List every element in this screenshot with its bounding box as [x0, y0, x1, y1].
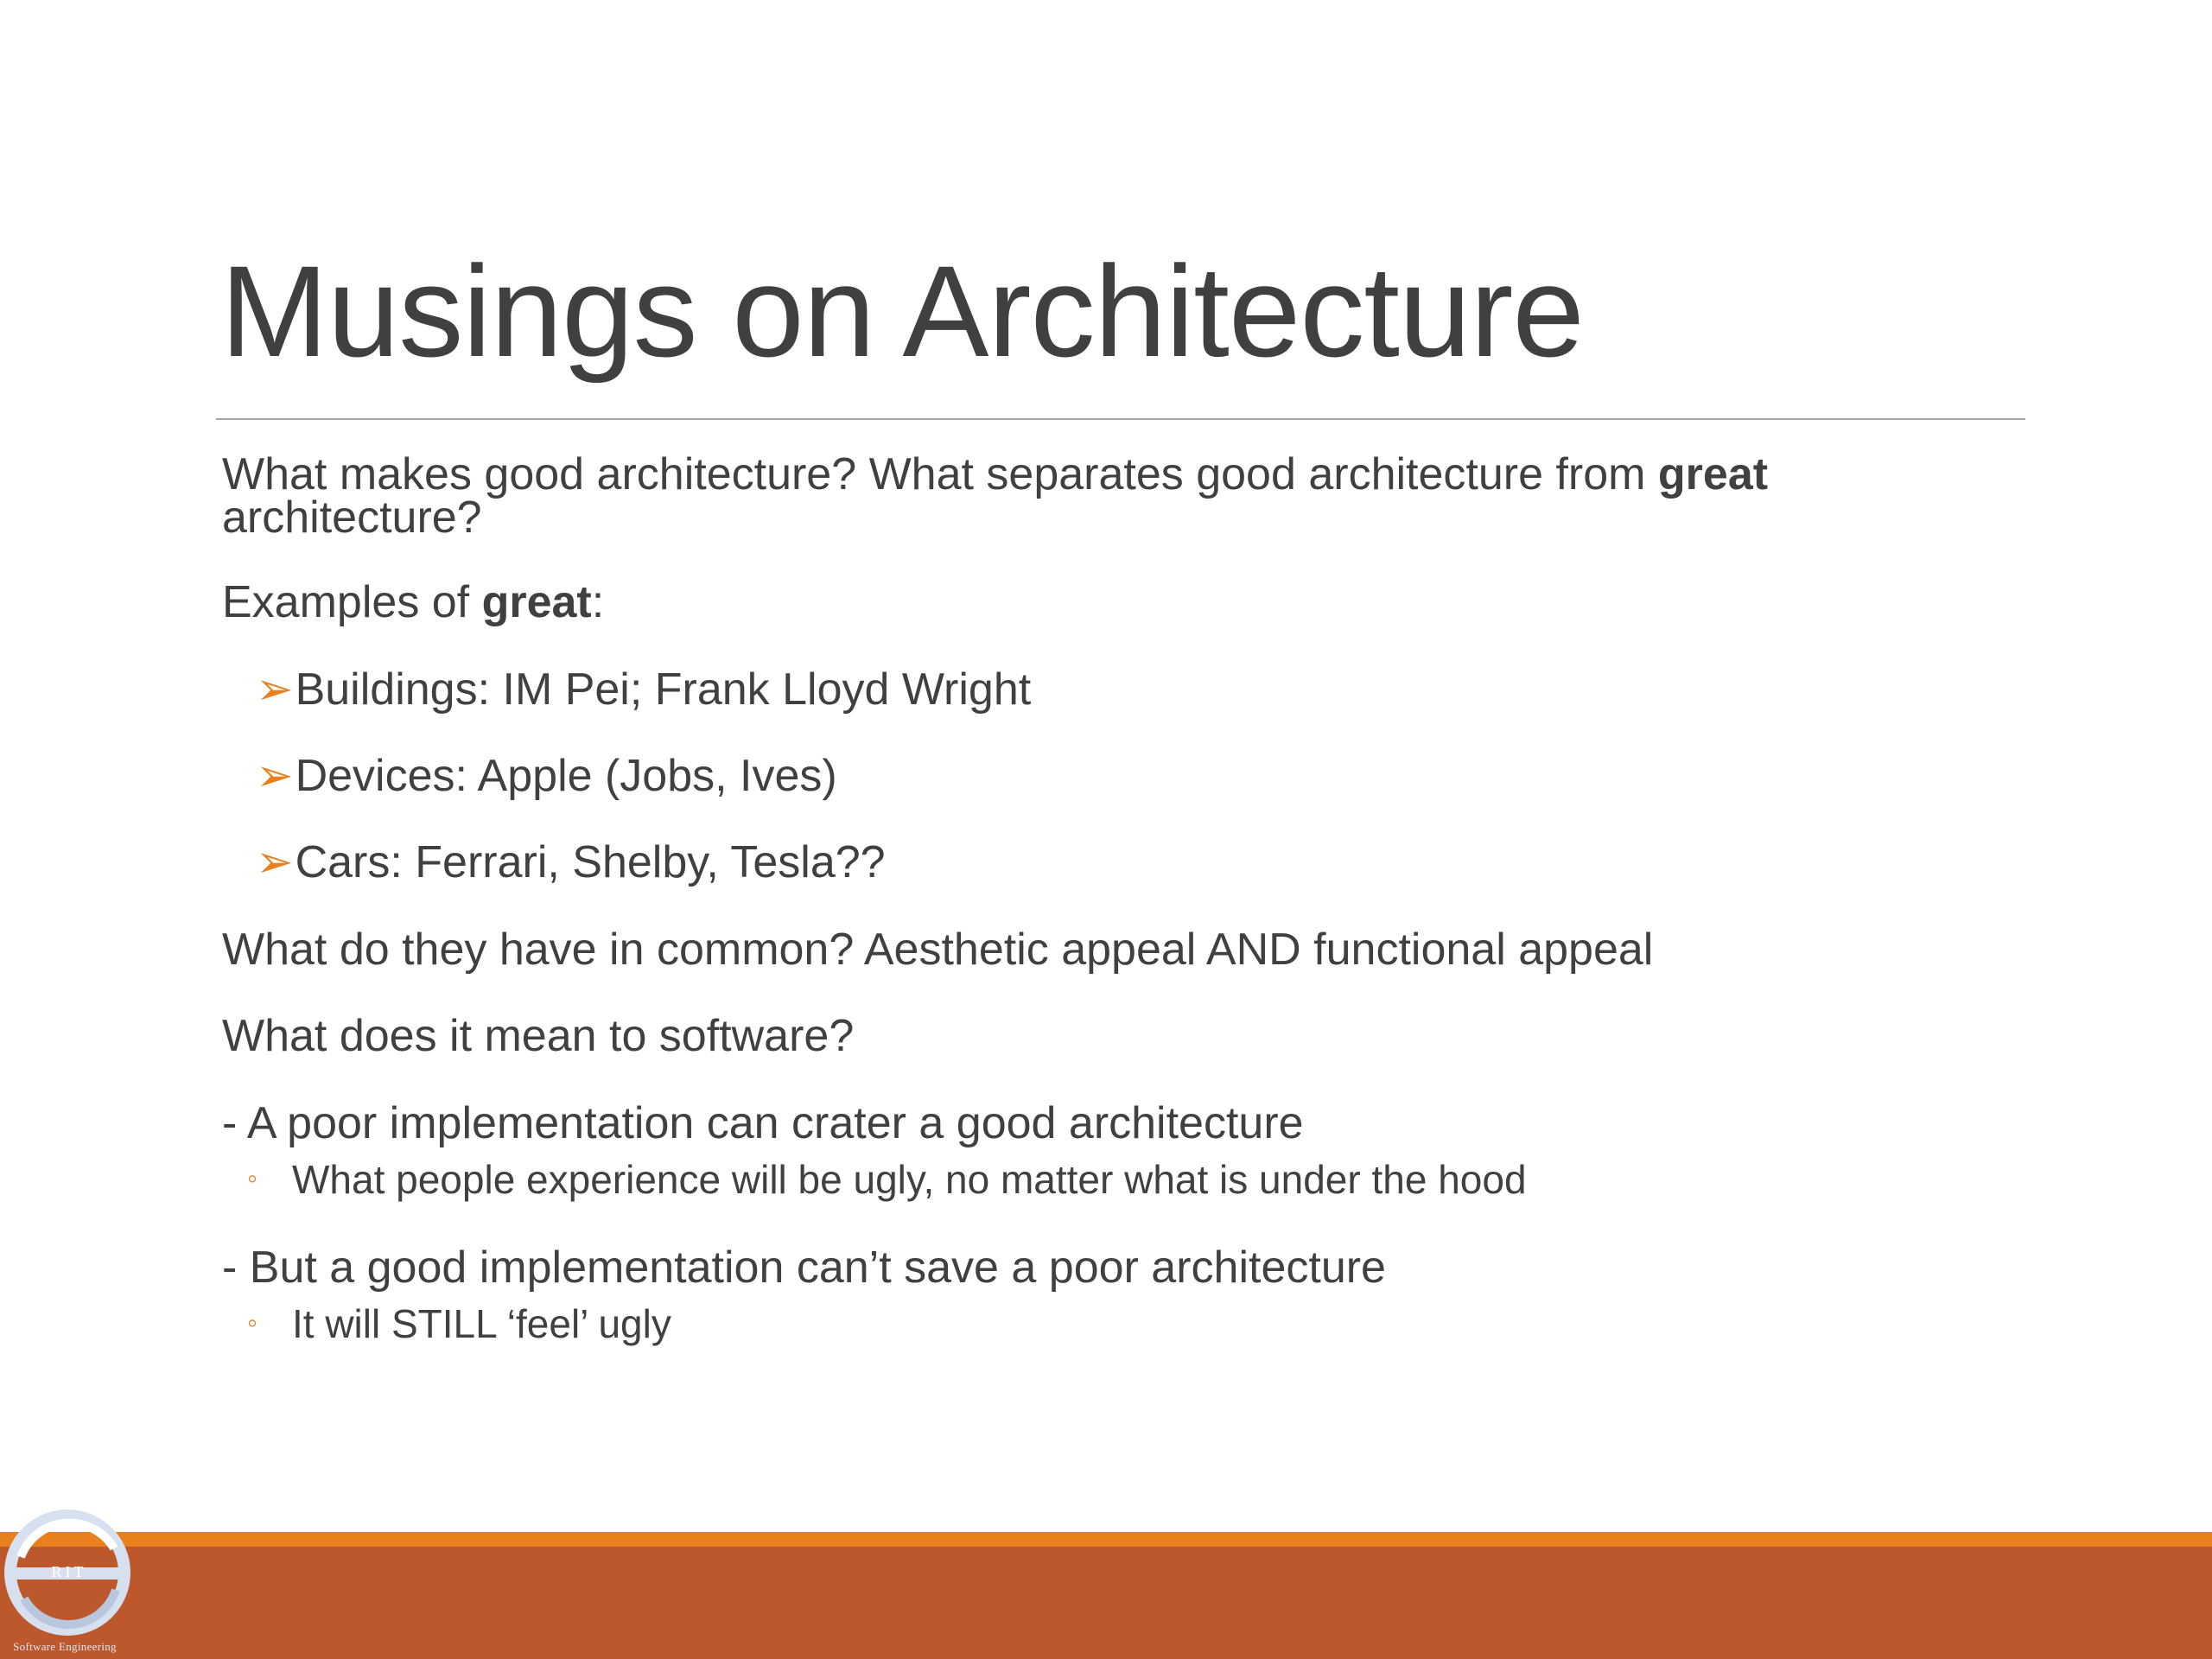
sub-item [247, 1300, 671, 1347]
bullet-text: Devices: Apple (Jobs, Ives) [295, 751, 837, 801]
dash-item: - A poor implementation can crater a good architecture [222, 1098, 1304, 1148]
bullet-text: Cars: Ferrari, Shelby, Tesla?? [295, 837, 886, 887]
title-divider [216, 418, 2025, 420]
arrow-bullet-icon: ➢ [256, 664, 294, 715]
arrow-bullet-icon: ➢ [256, 751, 294, 801]
arrow-bullet-icon: ➢ [256, 837, 294, 887]
slide-title: Musings on Architecture [220, 238, 1584, 384]
examples-suffix: : [591, 577, 605, 627]
footer-band [0, 1532, 2212, 1659]
sub-item-text: What people experience will be ugly, no matter what is under the hood [292, 1157, 1527, 1202]
sub-item-text: It will STILL ‘feel’ ugly [292, 1301, 671, 1346]
dash-item: - But a good implementation can’t save a poor architecture [222, 1243, 1386, 1293]
ring-bullet-icon: ◦ [247, 1162, 258, 1195]
examples-prefix: Examples of [222, 577, 482, 627]
sub-item [247, 1156, 1527, 1203]
common-statement: What do they have in common? Aesthetic appeal AND functional appeal [222, 925, 1654, 975]
bullet-item [256, 837, 886, 889]
bullet-item [256, 664, 1031, 716]
question-line-2: architecture? [222, 493, 482, 543]
bullet-item [256, 751, 837, 803]
ring-bullet-icon: ◦ [247, 1306, 258, 1339]
examples-heading [222, 577, 604, 629]
bullet-text: Buildings: IM Pei; Frank Lloyd Wright [295, 664, 1032, 715]
question-text: What makes good architecture? What separates good architecture from [222, 449, 1658, 499]
rit-se-logo [0, 1505, 138, 1659]
logo-caption: Software Engineering [13, 1640, 117, 1653]
examples-bold-word: great [481, 577, 592, 627]
software-question: What does it mean to software? [222, 1011, 855, 1061]
footer-accent-stripe [0, 1532, 2212, 1547]
logo-letters: RIT [51, 1563, 87, 1580]
question-bold-word: great [1657, 449, 1769, 499]
